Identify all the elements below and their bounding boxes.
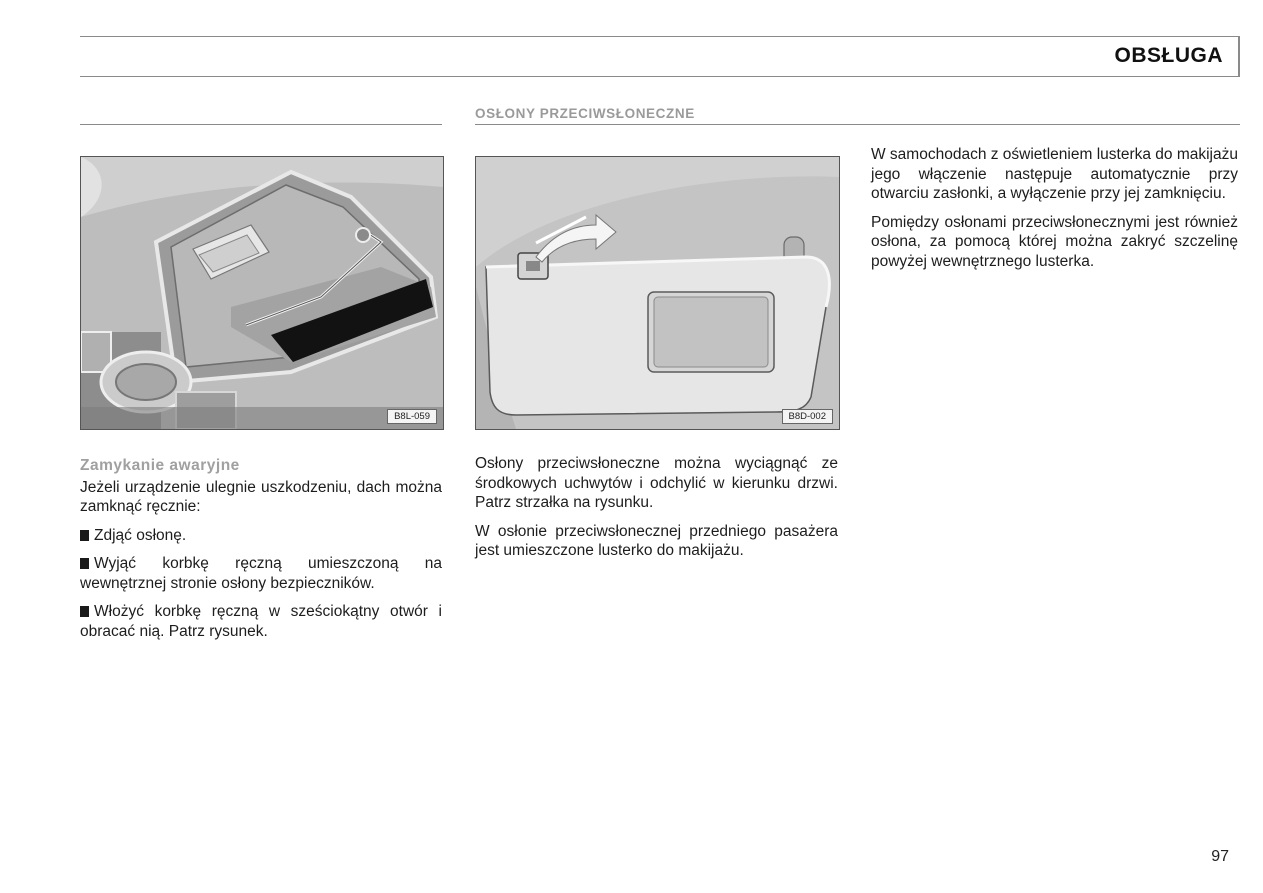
header-tab-edge (1238, 36, 1240, 76)
figure-sun-visor (475, 156, 840, 430)
step-text: Wyjąć korbkę ręczną umieszczoną na wewnętrznej stronie osłony bezpieczników. (80, 555, 442, 592)
header-bottom-rule (80, 76, 1240, 77)
bullet-marker (80, 530, 89, 541)
paragraph: Pomiędzy osłonami przeciwsłonecznymi jest również osłona, za pomocą której można zakryć szczelinę powyżej wewnętrznego lusterka. (871, 213, 1238, 270)
step-item (80, 602, 442, 641)
left-text-column (80, 456, 442, 650)
header-top-rule (80, 36, 1240, 37)
intro-paragraph: Jeżeli urządzenie ulegnie uszkodzeniu, dach można zamknąć ręcznie: (80, 478, 442, 515)
left-section-rule (80, 124, 442, 125)
step-text: Zdjąć osłonę. (94, 526, 187, 544)
sunroof-crank-illustration (81, 157, 443, 429)
figure-code-label: B8L-059 (387, 409, 437, 424)
middle-text-column (475, 454, 838, 570)
subsection-heading: Zamykanie awaryjne (80, 457, 240, 474)
step-item (80, 554, 442, 593)
paragraph: W osłonie przeciwsłonecznej przedniego pasażera jest umieszczone lusterko do makijażu. (475, 522, 838, 559)
right-text-column (871, 145, 1238, 280)
chapter-title: OBSŁUGA (1114, 44, 1223, 67)
page-number: 97 (1211, 848, 1229, 865)
step-item (80, 526, 442, 546)
section-title: OSŁONY PRZECIWSŁONECZNE (475, 106, 695, 121)
bullet-marker (80, 606, 89, 617)
figure-code-label: B8D-002 (782, 409, 834, 424)
paragraph: W samochodach z oświetleniem lusterka do makijażu jego włączenie następuje automatycznie przy otwarciu zasłonki, a wyłączenie przy jej zamknięciu. (871, 146, 1238, 202)
bullet-marker (80, 558, 89, 569)
sun-visor-illustration (476, 157, 839, 429)
paragraph: Osłony przeciwsłoneczne można wyciągnąć ze środkowych uchwytów i odchylić w kierunku drzwi. Patrz strzałka na rysunku. (475, 455, 838, 511)
step-text: Włożyć korbkę ręczną w sześciokątny otwór i obracać nią. Patrz rysunek. (80, 603, 442, 640)
figure-sunroof-crank (80, 156, 444, 430)
section-rule (475, 124, 1240, 125)
